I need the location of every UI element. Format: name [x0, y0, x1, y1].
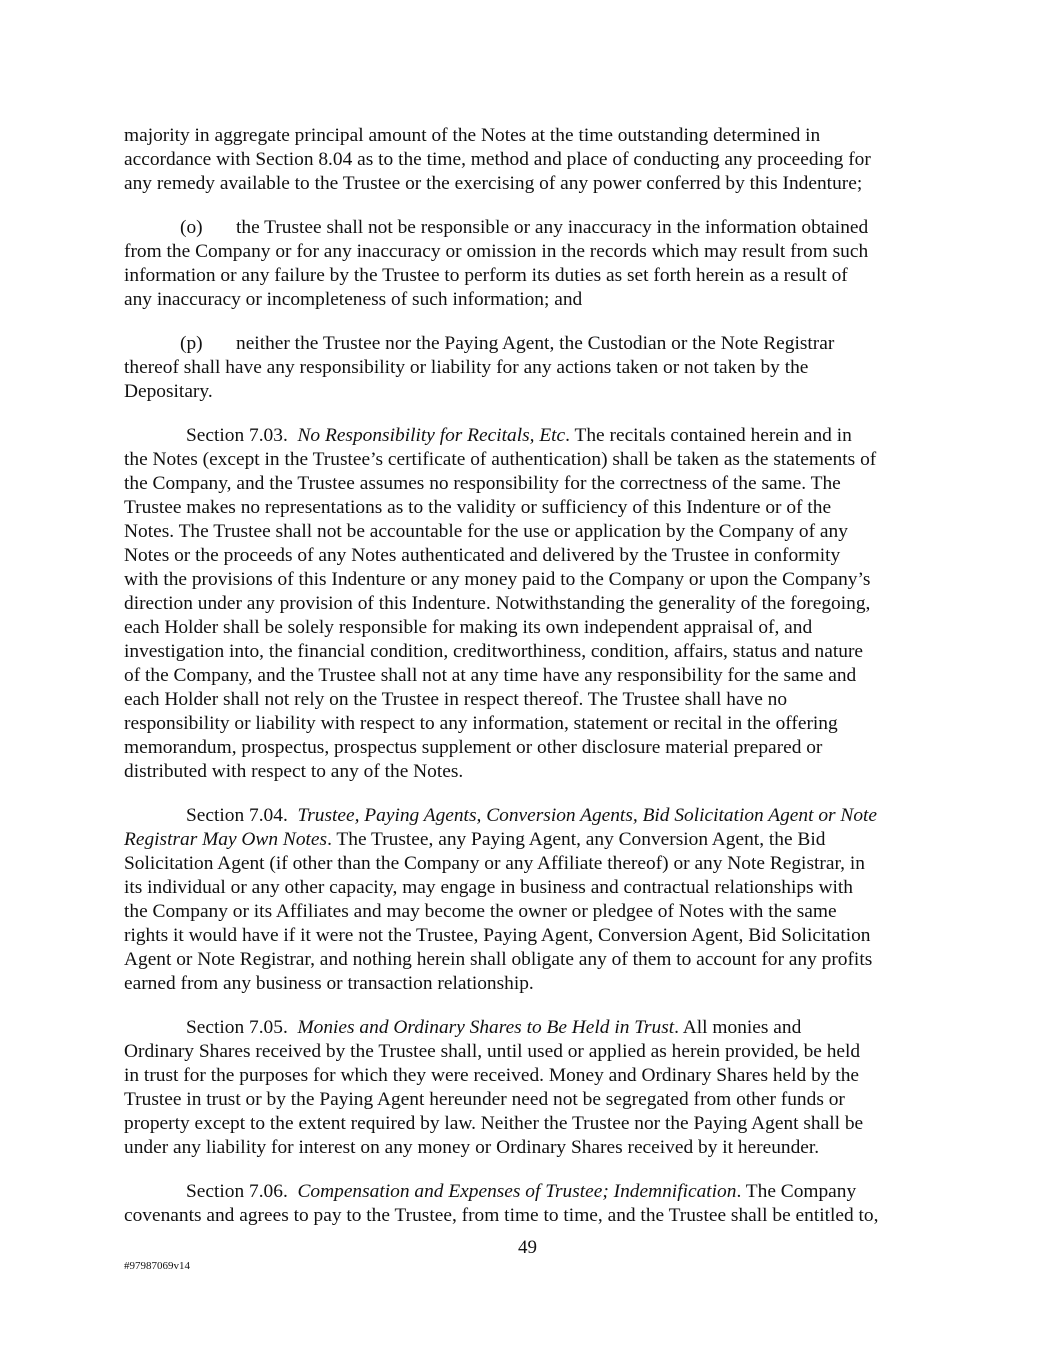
text-line: Notes. The Trustee shall not be accountable for the use or application by the Company of any: [124, 521, 848, 542]
section-number: Section 7.04.: [186, 805, 288, 826]
text-line: under any liability for interest on any money or Ordinary Shares received by it hereunder.: [124, 1137, 820, 1158]
text-line: direction under any provision of this Indenture. Notwithstanding the generality of the foregoing,: [124, 593, 871, 614]
text-line: any inaccuracy or incompleteness of such information; and: [124, 289, 583, 310]
text-line: Ordinary Shares received by the Trustee shall, until used or applied as herein provided, be held: [124, 1041, 861, 1062]
section-heading: No Responsibility for Recitals, Etc: [297, 425, 566, 446]
section-number: Section 7.06.: [186, 1181, 288, 1202]
text-line: in trust for the purposes for which they were received. Money and Ordinary Shares held by the: [124, 1065, 860, 1086]
text-line: thereof shall have any responsibility or liability for any actions taken or not taken by the: [124, 357, 809, 378]
text-line: Solicitation Agent (if other than the Company or any Affiliate thereof) or any Note Registrar, in: [124, 853, 865, 874]
item-letter: (p): [180, 333, 203, 354]
page-number: 49: [518, 1237, 537, 1258]
text-line: neither the Trustee nor the Paying Agent, the Custodian or the Note Registrar: [236, 333, 835, 354]
text-line: rights it would have if it were not the Trustee, Paying Agent, Conversion Agent, Bid Solicitation: [124, 925, 871, 946]
text-line: distributed with respect to any of the Notes.: [124, 761, 464, 782]
text-line: any remedy available to the Trustee or the exercising of any power conferred by this Indenture;: [124, 173, 863, 194]
text-line: . All monies and: [674, 1017, 802, 1038]
section-heading: Registrar May Own Notes: [124, 829, 328, 850]
continuation-paragraph: [124, 124, 936, 196]
text-line: the Notes (except in the Trustee’s certificate of authentication) shall be taken as the statements of: [124, 449, 877, 470]
text-line: Trustee in trust or by the Paying Agent hereunder need not be segregated from other funds or: [124, 1089, 845, 1110]
text-line: the Company or its Affiliates and may become the owner or pledgee of Notes with the same: [124, 901, 837, 922]
text-line: memorandum, prospectus, prospectus supplement or other disclosure material prepared or: [124, 737, 823, 758]
text-line: investigation into, the financial condition, creditworthiness, condition, affairs, status and nature: [124, 641, 864, 662]
text-line: its individual or any other capacity, may engage in business and contractual relationships with: [124, 877, 853, 898]
section-number: Section 7.03.: [186, 425, 288, 446]
text-line: each Holder shall be solely responsible for making its own independent appraisal of, and: [124, 617, 813, 638]
text-line: information or any failure by the Trustee to perform its duties as set forth herein as a result of: [124, 265, 848, 286]
text-line: Depositary.: [124, 381, 213, 402]
text-line: with the provisions of this Indenture or any money paid to the Company or upon the Company’s: [124, 569, 871, 590]
text-line: Trustee makes no representations as to the validity or sufficiency of this Indenture or of the: [124, 497, 832, 518]
text-line: majority in aggregate principal amount of the Notes at the time outstanding determined in: [124, 125, 821, 146]
text-line: . The Trustee, any Paying Agent, any Conversion Agent, the Bid: [327, 829, 826, 850]
text-line: the Trustee shall not be responsible or any inaccuracy in the information obtained: [236, 217, 869, 238]
text-line: each Holder shall not rely on the Trustee in respect thereof. The Trustee shall have no: [124, 689, 788, 710]
section-7-05: [124, 1016, 936, 1160]
item-p-paragraph: [124, 332, 936, 404]
section-heading: Compensation and Expenses of Trustee; Indemnification: [297, 1181, 737, 1202]
text-line: of the Company, and the Trustee shall not at any time have any responsibility for the same and: [124, 665, 857, 686]
text-line: . The Company: [736, 1181, 857, 1202]
text-line: responsibility or liability with respect to any information, statement or recital in the offering: [124, 713, 838, 734]
item-letter: (o): [180, 217, 203, 238]
section-heading: Trustee, Paying Agents, Conversion Agents, Bid Solicitation Agent or Note: [297, 805, 878, 826]
section-heading: Monies and Ordinary Shares to Be Held in Trust: [297, 1017, 675, 1038]
document-id: #97987069v14: [124, 1260, 190, 1272]
text-line: the Company, and the Trustee assumes no responsibility for the correctness of the same. The: [124, 473, 841, 494]
section-7-04: [124, 804, 936, 996]
section-7-06: [124, 1180, 936, 1228]
section-7-03: [124, 424, 936, 784]
text-line: accordance with Section 8.04 as to the time, method and place of conducting any proceeding for: [124, 149, 871, 170]
item-o-paragraph: [124, 216, 936, 312]
text-line: Agent or Note Registrar, and nothing herein shall obligate any of them to account for any profits: [124, 949, 873, 970]
text-line: property except to the extent required by law. Neither the Trustee nor the Paying Agent shall be: [124, 1113, 864, 1134]
section-number: Section 7.05.: [186, 1017, 288, 1038]
text-line: earned from any business or transaction relationship.: [124, 973, 534, 994]
text-line: . The recitals contained herein and in: [565, 425, 852, 446]
text-line: covenants and agrees to pay to the Trustee, from time to time, and the Trustee shall be entitled to,: [124, 1205, 879, 1226]
document-page: [124, 124, 936, 1248]
text-line: Notes or the proceeds of any Notes authenticated and delivered by the Trustee in conformity: [124, 545, 841, 566]
text-line: from the Company or for any inaccuracy or omission in the records which may result from such: [124, 241, 869, 262]
